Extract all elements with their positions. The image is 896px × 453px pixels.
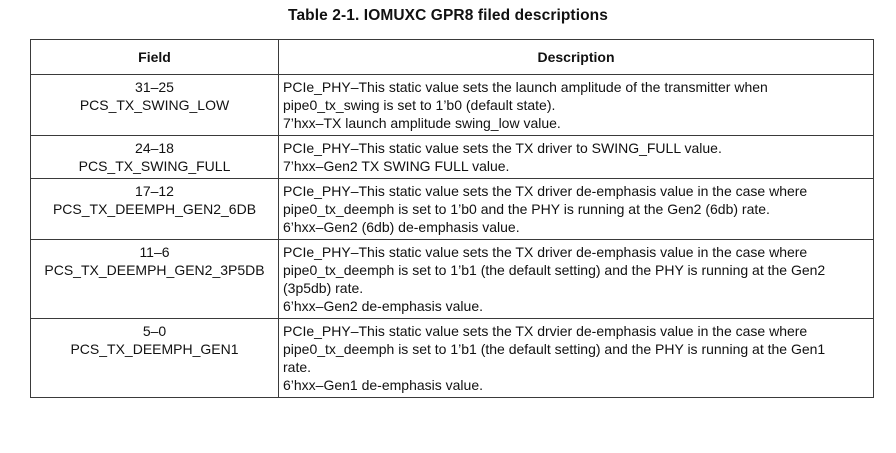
description-line: PCIe_PHY–This static value sets the TX driver to SWING_FULL value. (283, 140, 722, 156)
description-line: 6’hxx–Gen2 (6db) de-emphasis value. (283, 219, 520, 235)
field-name: PCS_TX_SWING_LOW (79, 97, 230, 113)
description-line: rate. (283, 359, 312, 375)
field-cell (31, 136, 279, 179)
table-row (31, 179, 874, 240)
field-name: PCS_TX_DEEMPH_GEN2_3P5DB (44, 262, 265, 278)
description-column-header: Description (279, 40, 874, 75)
field-name: PCS_TX_DEEMPH_GEN2_6DB (52, 201, 257, 217)
description-cell (279, 319, 874, 398)
field-column-header: Field (31, 40, 279, 75)
table-caption: Table 2-1. IOMUXC GPR8 filed descriptions (288, 7, 608, 24)
description-cell (279, 136, 874, 179)
description-line: PCIe_PHY–This static value sets the TX drvier de-emphasis value in the case where (283, 323, 808, 339)
description-line: 7’hxx–TX launch amplitude swing_low value. (283, 115, 561, 131)
field-bits: 24–18 (135, 140, 174, 156)
table-row (31, 136, 874, 179)
table-row (31, 75, 874, 136)
description-line: 6’hxx–Gen2 de-emphasis value. (283, 298, 484, 314)
field-cell (31, 179, 279, 240)
table-row (31, 240, 874, 319)
description-line: pipe0_tx_deemph is set to 1’b1 (the default setting) and the PHY is running at the Gen2 (283, 262, 826, 278)
field-bits: 11–6 (139, 244, 170, 260)
description-cell (279, 179, 874, 240)
description-cell (279, 75, 874, 136)
header-row (31, 40, 874, 75)
field-name: PCS_TX_SWING_FULL (78, 158, 231, 174)
field-name: PCS_TX_DEEMPH_GEN1 (70, 341, 239, 357)
field-cell (31, 240, 279, 319)
field-bits: 31–25 (135, 79, 174, 95)
description-line: PCIe_PHY–This static value sets the launch amplitude of the transmitter when (283, 79, 768, 95)
table-row (31, 319, 874, 398)
description-line: 6’hxx–Gen1 de-emphasis value. (283, 377, 484, 393)
field-bits: 17–12 (135, 183, 174, 199)
field-description-table (30, 39, 874, 398)
description-line: PCIe_PHY–This static value sets the TX driver de-emphasis value in the case where (283, 183, 808, 199)
description-line: pipe0_tx_swing is set to 1’b0 (default state). (283, 97, 556, 113)
description-line: (3p5db) rate. (283, 280, 364, 296)
field-cell (31, 319, 279, 398)
field-bits: 5–0 (142, 323, 167, 339)
description-cell (279, 240, 874, 319)
description-line: PCIe_PHY–This static value sets the TX driver de-emphasis value in the case where (283, 244, 808, 260)
description-line: pipe0_tx_deemph is set to 1’b0 and the PHY is running at the Gen2 (6db) rate. (283, 201, 770, 217)
description-line: 7’hxx–Gen2 TX SWING FULL value. (283, 158, 510, 174)
description-line: pipe0_tx_deemph is set to 1’b1 (the default setting) and the PHY is running at the Gen1 (283, 341, 826, 357)
field-cell (31, 75, 279, 136)
